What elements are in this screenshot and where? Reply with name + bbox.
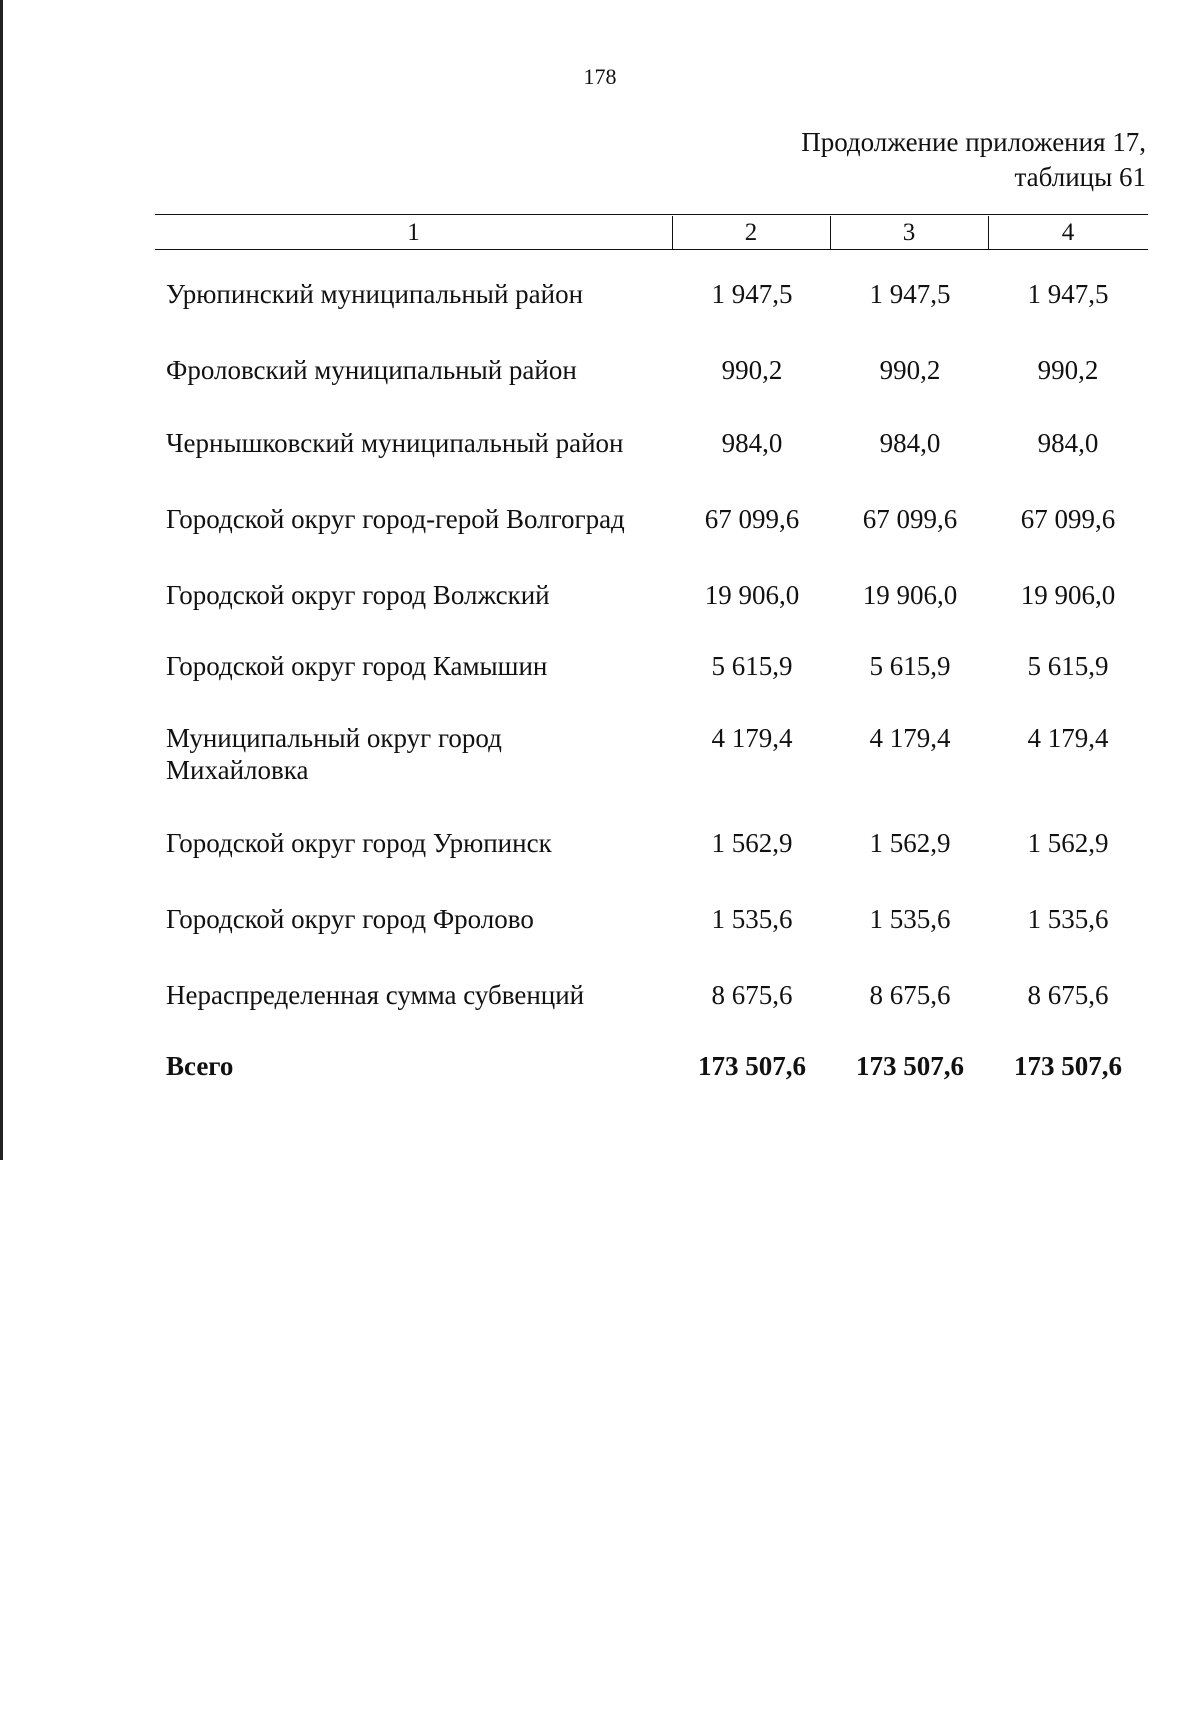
row-value-col4: 8 675,6: [1027, 980, 1109, 1010]
row-name: Городской округ город Волжский: [166, 580, 550, 610]
row-name: Городской округ город Фролово: [166, 904, 534, 934]
column-header-3: 3: [902, 219, 916, 246]
row-value-col2: 8 675,6: [711, 980, 793, 1010]
total-value-col3: 173 507,6: [856, 1051, 964, 1081]
row-value-col2: 67 099,6: [704, 504, 800, 534]
row-value-col2: 1 947,5: [711, 279, 793, 309]
scan-border: [0, 0, 3, 1160]
row-name: Чернышковский муниципальный район: [166, 428, 624, 458]
row-name: Муниципальный округ город Михайловка: [166, 723, 502, 785]
row-value-col2: 4 179,4: [711, 723, 793, 753]
column-header-1: 1: [407, 219, 420, 246]
row-value-col2: 5 615,9: [711, 651, 793, 681]
row-value-col3: 1 535,6: [869, 904, 951, 934]
column-header-4: 4: [1061, 219, 1075, 246]
row-value-col4: 5 615,9: [1027, 651, 1109, 681]
row-name: Нераспределенная сумма субвенций: [166, 980, 585, 1010]
total-value-col2: 173 507,6: [698, 1051, 806, 1081]
row-value-col3: 19 906,0: [862, 580, 958, 610]
row-value-col3: 67 099,6: [862, 504, 958, 534]
header-rule-bottom: [155, 249, 1148, 250]
row-value-col3: 1 562,9: [869, 828, 951, 858]
continuation-line-1: Продолжение приложения 17,: [801, 127, 1146, 157]
row-name: Городской округ город-герой Волгоград: [166, 504, 625, 534]
row-value-col3: 984,0: [879, 428, 941, 458]
row-name: Городской округ город Камышин: [166, 651, 548, 681]
row-value-col2: 1 562,9: [711, 828, 793, 858]
column-header-2: 2: [744, 219, 758, 246]
row-value-col4: 984,0: [1037, 428, 1099, 458]
row-value-col4: 1 562,9: [1027, 828, 1109, 858]
total-value-col4: 173 507,6: [1014, 1051, 1122, 1081]
row-value-col3: 8 675,6: [869, 980, 951, 1010]
row-value-col4: 67 099,6: [1020, 504, 1116, 534]
row-value-col2: 984,0: [721, 428, 783, 458]
continuation-line-2: таблицы 61: [1014, 162, 1146, 192]
row-value-col4: 990,2: [1037, 355, 1099, 385]
row-value-col4: 1 535,6: [1027, 904, 1109, 934]
row-name: Урюпинский муниципальный район: [166, 279, 584, 309]
row-value-col2: 1 535,6: [711, 904, 793, 934]
row-value-col3: 4 179,4: [869, 723, 951, 753]
row-value-col2: 19 906,0: [704, 580, 800, 610]
row-value-col4: 19 906,0: [1020, 580, 1116, 610]
row-name: Фроловский муниципальный район: [166, 355, 577, 385]
total-label: Всего: [166, 1051, 234, 1081]
continuation-note: [801, 125, 1146, 195]
row-value-col4: 1 947,5: [1027, 279, 1109, 309]
page-number: 178: [583, 64, 617, 89]
row-name: Городской округ город Урюпинск: [166, 828, 552, 858]
row-value-col3: 1 947,5: [869, 279, 951, 309]
row-value-col2: 990,2: [721, 355, 783, 385]
row-value-col3: 990,2: [879, 355, 941, 385]
row-value-col3: 5 615,9: [869, 651, 951, 681]
header-rule-top: [155, 214, 1148, 215]
row-value-col4: 4 179,4: [1027, 723, 1109, 753]
